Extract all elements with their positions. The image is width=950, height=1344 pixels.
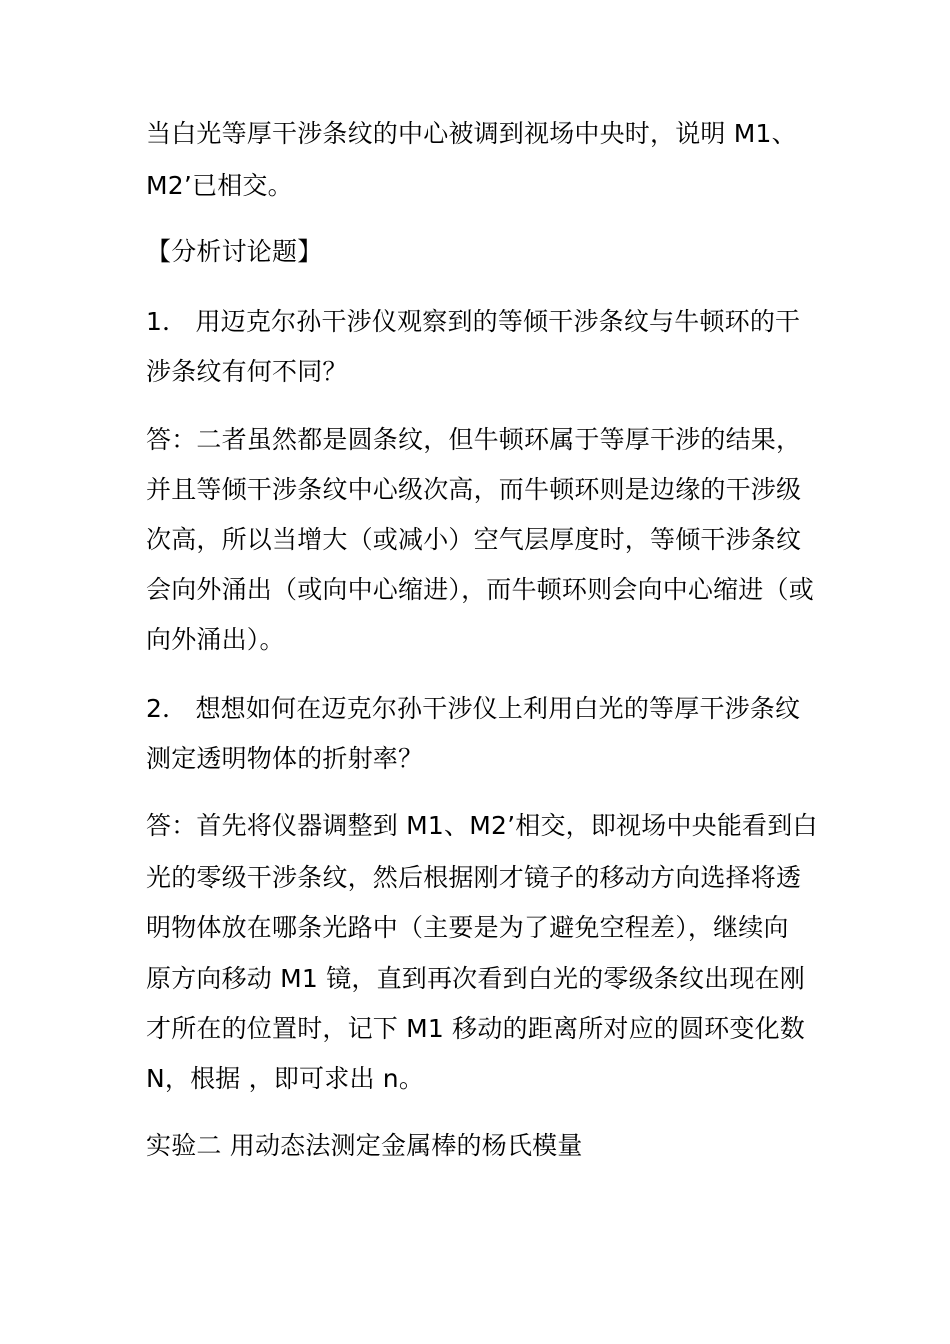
intro-line-1: 当白光等厚干涉条纹的中心被调到视场中央时，说明 M1、 xyxy=(146,119,797,148)
answer-1-line-3: 次高，所以当增大（或减小）空气层厚度时，等倾干涉条纹 xyxy=(146,525,802,554)
question-1-line-2: 涉条纹有何不同？ xyxy=(146,357,348,386)
experiment-title: 实验二 用动态法测定金属棒的杨氏模量 xyxy=(146,1131,583,1160)
answer-2-line-1: 答：首先将仪器调整到 M1、M2’相交，即视场中央能看到白 xyxy=(146,811,818,840)
answer-2-line-5: 才所在的位置时，记下 M1 移动的距离所对应的圆环变化数 xyxy=(146,1014,805,1043)
answer-1-line-1: 答：二者虽然都是圆条纹，但牛顿环属于等厚干涉的结果， xyxy=(146,425,802,454)
answer-1-line-2: 并且等倾干涉条纹中心级次高，而牛顿环则是边缘的干涉级 xyxy=(146,475,802,504)
answer-2-line-2: 光的零级干涉条纹，然后根据刚才镜子的移动方向选择将透 xyxy=(146,863,802,892)
intro-line-2: M2’已相交。 xyxy=(146,171,293,200)
question-2-line-2: 测定透明物体的折射率？ xyxy=(146,744,424,773)
answer-2-line-3: 明物体放在哪条光路中（主要是为了避免空程差），继续向 xyxy=(146,913,789,942)
answer-2-line-4: 原方向移动 M1 镜，直到再次看到白光的零级条纹出现在刚 xyxy=(146,964,805,993)
answer-1-line-4: 会向外涌出（或向中心缩进），而牛顿环则会向中心缩进（或 xyxy=(146,575,814,604)
answer-2-line-6: N，根据 ，即可求出 n。 xyxy=(146,1064,425,1093)
question-1-line-1: 1． 用迈克尔孙干涉仪观察到的等倾干涉条纹与牛顿环的干 xyxy=(146,307,801,336)
section-heading: 【分析讨论题】 xyxy=(146,237,323,266)
question-2-line-1: 2． 想想如何在迈克尔孙干涉仪上利用白光的等厚干涉条纹 xyxy=(146,694,801,723)
answer-1-line-5: 向外涌出）。 xyxy=(146,625,285,654)
